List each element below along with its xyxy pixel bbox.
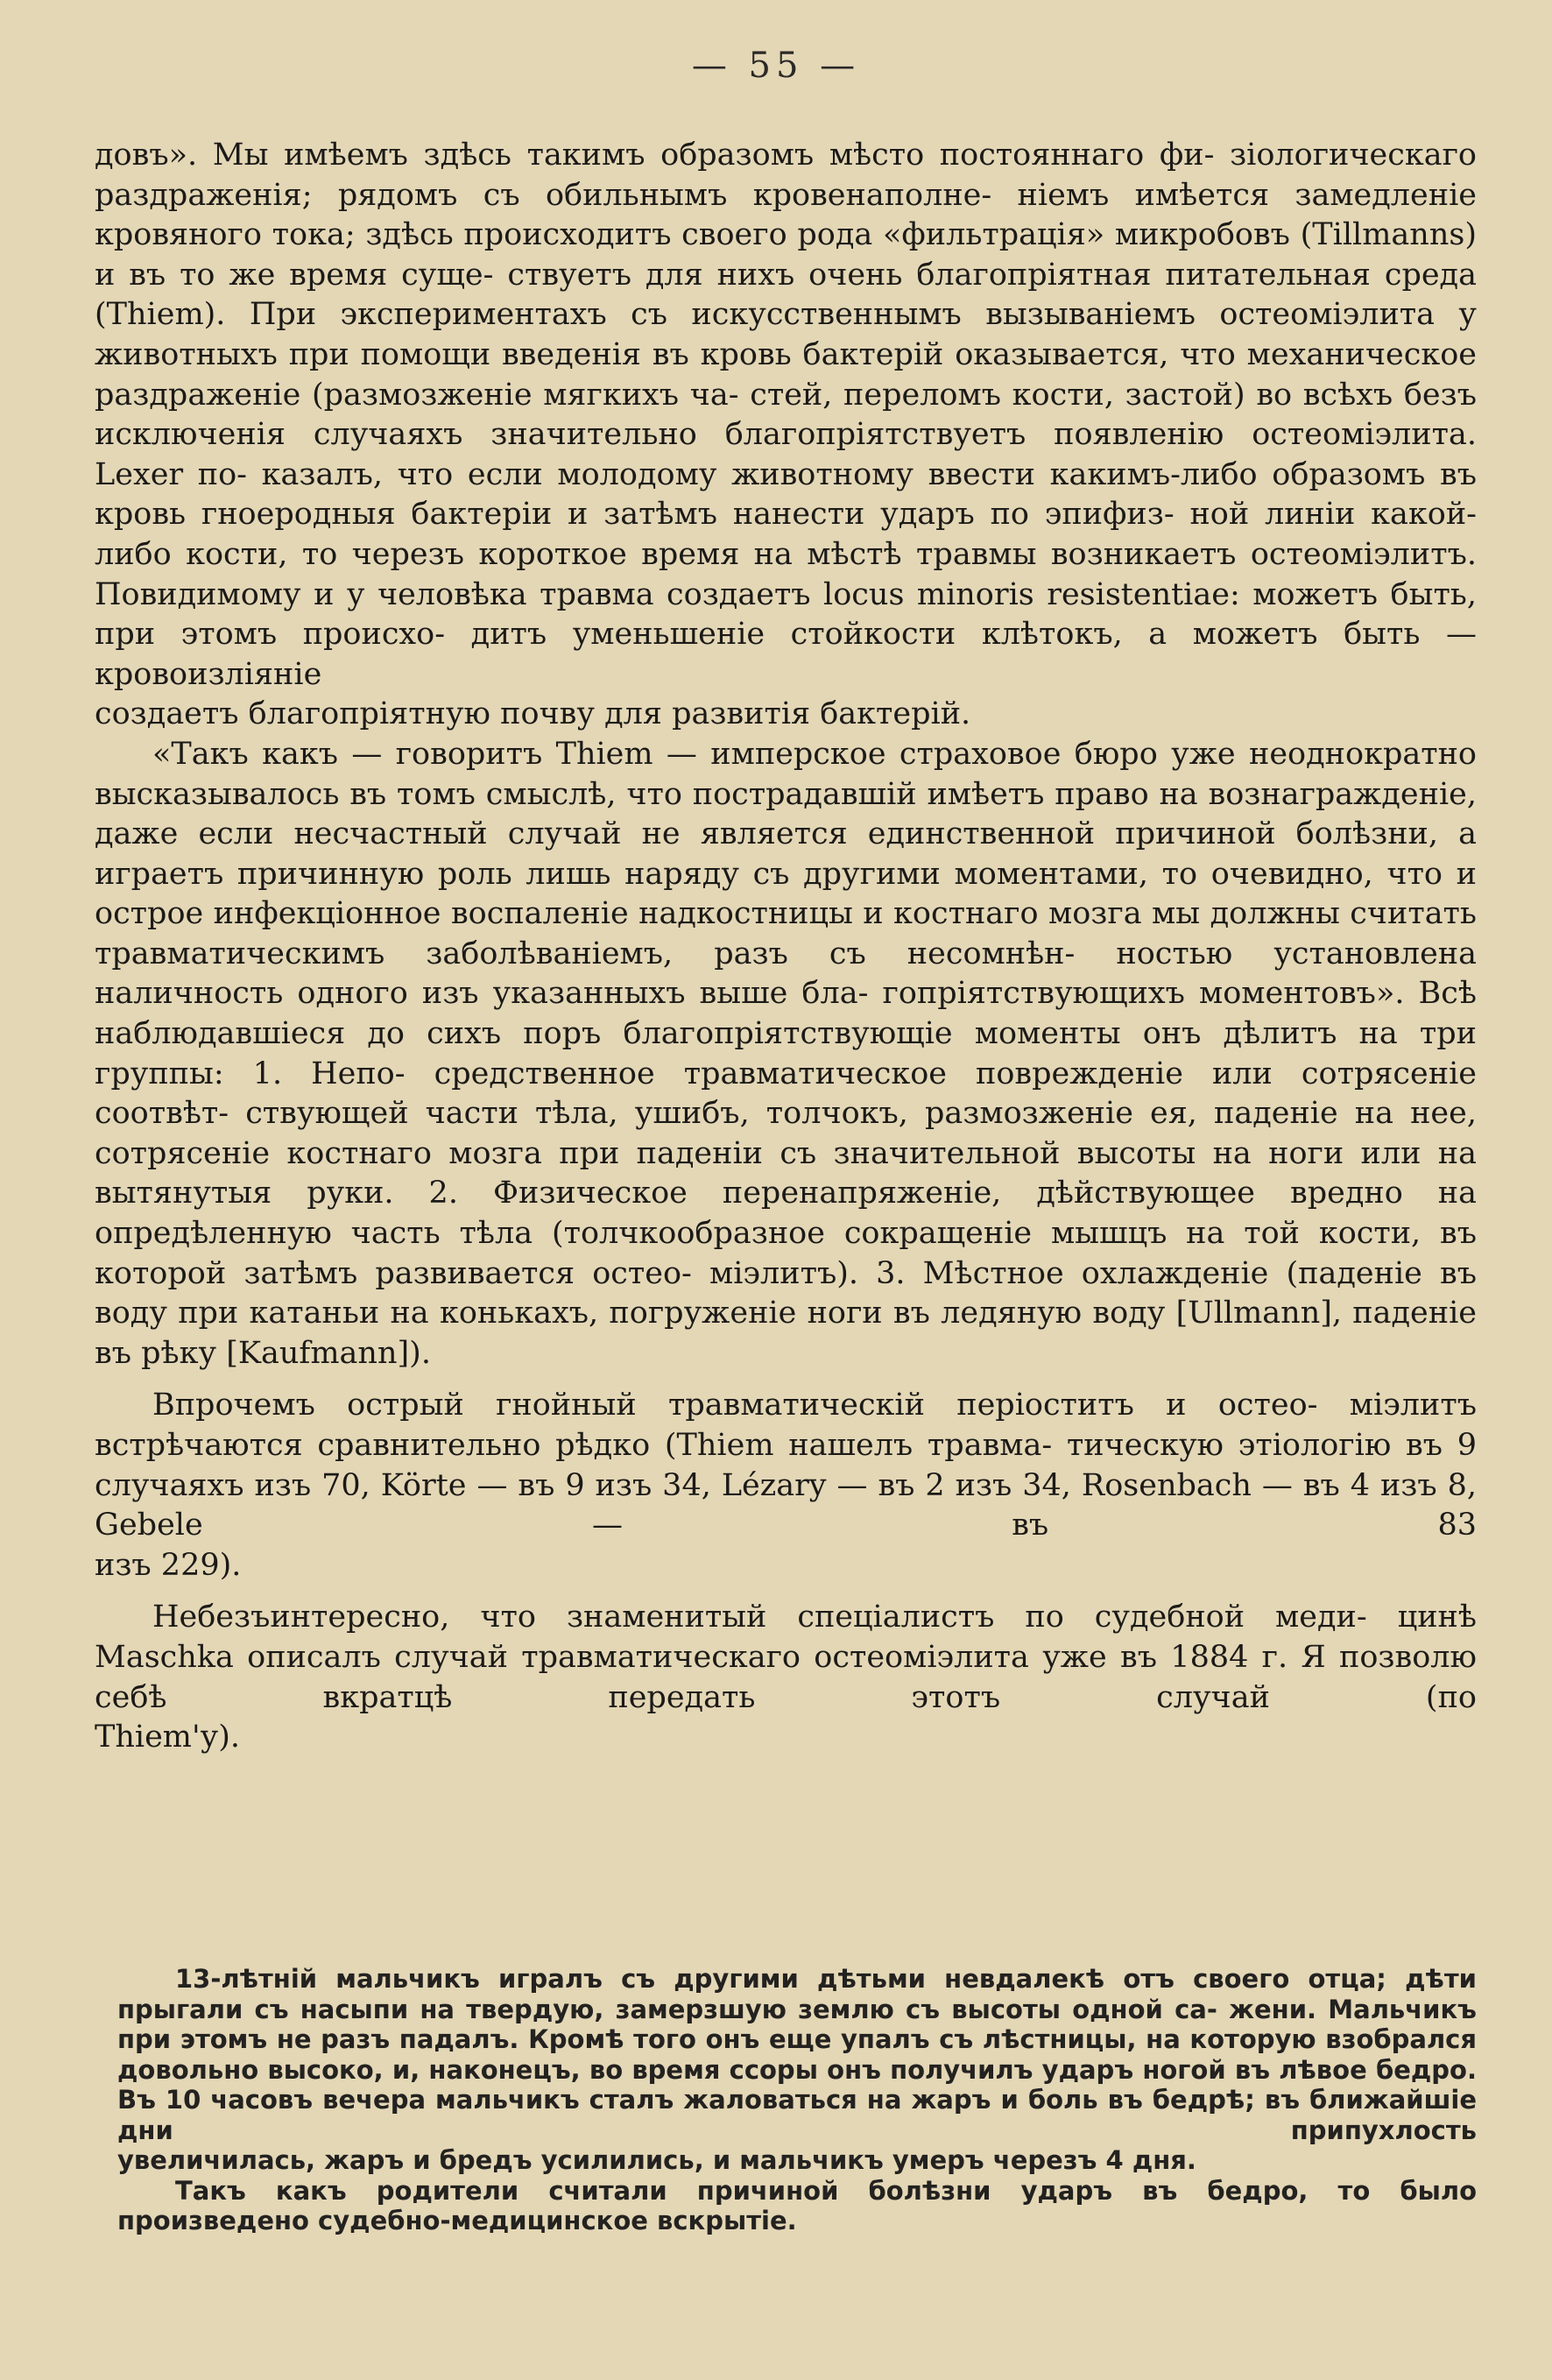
line: ствуетъ для нихъ очень благопріятная питательная среда (Thiem). xyxy=(95,257,1477,333)
line: благопріятствующіе моменты онъ дѣлитъ на три группы: 1. Непо- xyxy=(95,1016,1477,1091)
line: нее, сотрясеніе костнаго мозга при паденіи съ значительной высоты xyxy=(95,1096,1477,1171)
line: цинѣ Maschka описалъ случай травматическаго остеоміэлита уже xyxy=(95,1600,1477,1675)
line: довъ». Мы имѣемъ здѣсь такимъ образомъ мѣсто постояннаго фи- xyxy=(95,138,1215,173)
note-paragraph-1-end xyxy=(117,2145,1477,2176)
line: зіологическаго раздраженія; рядомъ съ обильнымъ кровенаполне- xyxy=(95,138,1477,213)
line: Такъ какъ родители считали причиной болѣзни ударъ въ бедро, то было xyxy=(175,2175,1477,2206)
line: произведено судебно-медицинское вскрытіе. xyxy=(117,2206,797,2235)
main-text xyxy=(95,136,1477,1758)
line: травмы возникаетъ остеоміэлитъ. Повидимому и у человѣка травма xyxy=(95,536,1477,612)
line: казалъ, что если молодому животному ввести какимъ-либо образомъ xyxy=(261,456,1426,492)
paragraph-2-end xyxy=(95,1334,1477,1374)
paragraph-1 xyxy=(95,136,1477,695)
paragraph-4-end xyxy=(95,1718,1477,1758)
paragraph-3 xyxy=(95,1386,1477,1545)
line: роль лишь наряду съ другими моментами, то очевидно, что и xyxy=(437,856,1477,892)
line: на ноги или на вытянутыя руки. 2. Физическое перенапряженіе, xyxy=(95,1135,1477,1211)
line: При экспериментахъ съ искусственнымъ вызываніемъ остеоміэлита xyxy=(249,297,1436,333)
line: «Такъ какъ — говоритъ Thiem — имперское страховое бюро уже xyxy=(152,736,1236,772)
line: жени. Мальчикъ при этомъ не разъ падалъ. Кромѣ того онъ еще упалъ съ xyxy=(117,1994,1477,2054)
line: значительно благопріятствуетъ появленію остеоміэлита. Lexer по- xyxy=(95,417,1477,492)
line: острое инфекціонное воспаленіе надкостницы и костнаго мозга мы xyxy=(95,896,1201,932)
line: сталъ жаловаться на жаръ и боль въ бедрѣ; въ ближайшіе дни припухлость xyxy=(117,2085,1477,2145)
line: Thiem'у). xyxy=(95,1720,240,1755)
paragraph-2 xyxy=(95,735,1477,1334)
line: должны считать травматическимъ заболѣваніемъ, разъ съ несомнѣн- xyxy=(95,896,1477,971)
line: средственное травматическое поврежденіе или сотрясеніе соотвѣт- xyxy=(95,1056,1477,1132)
paragraph-1-end xyxy=(95,695,1477,735)
line: въ 1884 г. Я позволю себѣ вкратцѣ передать этотъ случай (по xyxy=(95,1639,1477,1715)
line: дитъ уменьшеніе стойкости клѣтокъ, а можетъ быть — кровоизліяніе xyxy=(95,617,1477,692)
line: Lézary — въ 2 изъ 34, Rosenbach — въ 4 изъ 8, Gebele — въ 83 xyxy=(95,1467,1477,1543)
line: изъ 229). xyxy=(95,1547,242,1583)
line: лѣстницы, на которую взобрался довольно высоко, и, наконецъ, во время ссоры xyxy=(117,2024,1477,2085)
note-paragraph-1 xyxy=(117,1964,1477,2145)
line: имѣетъ право на вознагражденіе, даже если несчастный случай не xyxy=(95,776,1477,852)
case-note xyxy=(117,1964,1477,2236)
page-number: — 55 — xyxy=(691,46,861,86)
line: у животныхъ при помощи введенія въ кровь бактерій оказывается, xyxy=(95,297,1477,372)
line: гопріятствующихъ моментовъ». Всѣ наблюдавшіеся до сихъ поръ xyxy=(95,976,1477,1052)
line: 13-лѣтній мальчикъ игралъ съ другими дѣтьми невдалекѣ отъ своего отца; xyxy=(175,1964,1386,1994)
line: ной линіи какой-либо кости, то черезъ короткое время на мѣстѣ xyxy=(95,497,1477,572)
line: создаетъ locus minoris resistentiae: можетъ быть, при этомъ происхо- xyxy=(95,576,1477,653)
line: конькахъ, погруженіе ноги въ ледяную воду [Ullmann], паденіе xyxy=(439,1296,1477,1331)
line: въ рѣку [Kaufmann]). xyxy=(95,1335,431,1371)
line: увеличилась, жаръ и бредъ усилились, и мальчикъ умеръ черезъ 4 дня. xyxy=(117,2145,1196,2175)
line: міэлитъ встрѣчаются сравнительно рѣдко (Thiem нашелъ травма- xyxy=(95,1388,1477,1463)
line: Небезъинтересно, что знаменитый спеціалистъ по судебной меди- xyxy=(152,1600,1367,1635)
line: въ кровь гноеродныя бактеріи и затѣмъ нанести ударъ по эпифиз- xyxy=(95,456,1477,533)
line: дѣйствующее вредно на опредѣленную часть тѣла (толчкообразное xyxy=(95,1176,1477,1252)
line: рода «фильтрація» микробовъ (Tillmanns) и въ то же время суще- xyxy=(95,217,1477,293)
line: что механическое раздраженіе (размозженіе мягкихъ ча- xyxy=(95,336,1477,413)
line: міэлитъ). 3. Мѣстное охлажденіе (паденіе въ воду при катаньи на xyxy=(95,1255,1477,1331)
line: дѣти прыгали съ насыпи на твердую, замерзшую землю съ высоты одной са- xyxy=(117,1964,1477,2024)
line: онъ получилъ ударъ ногой въ лѣвое бедро. Въ 10 часовъ вечера мальчикъ xyxy=(117,2054,1477,2115)
line: неоднократно высказывалось въ томъ смыслѣ, что пострадавшій xyxy=(95,736,1477,812)
paragraph-4 xyxy=(95,1598,1477,1718)
note-paragraph-2 xyxy=(117,2176,1477,2207)
line: ствующей части тѣла, ушибъ, толчокъ, размозженіе ея, паденіе на xyxy=(245,1096,1393,1132)
line: ностью установлена наличность одного изъ указанныхъ выше бла- xyxy=(95,936,1477,1012)
line: стей, переломъ кости, застой) во всѣхъ безъ исключенія случаяхъ xyxy=(95,377,1477,453)
line: ніемъ имѣется замедленіе кровяного тока; здѣсь происходитъ своего xyxy=(95,177,1477,253)
line: сокращеніе мышцъ на той кости, въ которой затѣмъ развивается остео- xyxy=(95,1216,1477,1291)
line: тическую этіологію въ 9 случаяхъ изъ 70, Körte — въ 9 изъ 34, xyxy=(95,1428,1477,1503)
line: является единственной причиной болѣзни, а играетъ причинную xyxy=(95,816,1477,892)
paragraph-3-end xyxy=(95,1546,1477,1586)
line: Впрочемъ острый гнойный травматическій періоститъ и остео- xyxy=(152,1388,1318,1423)
line: создаетъ благопріятную почву для развитія бактерій. xyxy=(95,696,971,732)
note-paragraph-2-end xyxy=(117,2206,1477,2236)
